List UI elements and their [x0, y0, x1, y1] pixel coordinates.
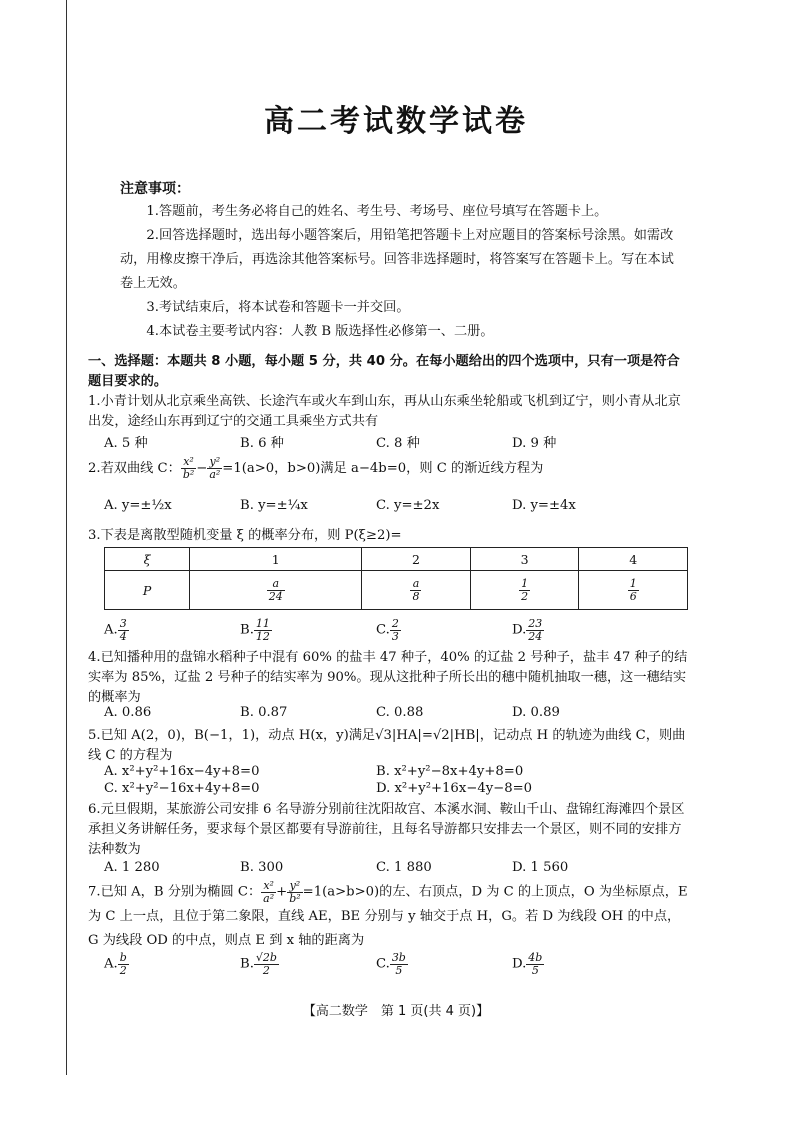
table-cell: 2: [362, 548, 471, 571]
page-footer: 【高二数学 第 1 页(共 4 页)】: [302, 1004, 490, 1019]
q3-option-b: B. $\frac{11}{12}$: [240, 617, 270, 643]
q4-option-a: A. 0.86: [104, 705, 152, 720]
q6-option-d: D. 1 560: [512, 860, 569, 875]
table-cell: $\frac{1}{2}$: [470, 571, 579, 610]
q4-option-d: D. 0.89: [512, 705, 560, 720]
q7-fraction-y: $\frac{\text{y²}}{\text{b²}}$: [289, 879, 301, 905]
q7-fraction-x: $\frac{\text{x²}}{\text{a²}}$: [263, 879, 275, 905]
table-header-row: [105, 548, 688, 571]
q2-stem-suffix: =1(a>0，b>0)满足 a−4b=0，则 C 的渐近线方程为: [222, 461, 544, 476]
probability-table: [104, 547, 688, 610]
question-7-stem: 7.已知 A，B 分别为椭圆 C： $\frac{\text{x²}}{\text{a²}}$ + $\frac{\text{y²}}{\text{b²}}$ =1(a>b>0)的左、右顶点，D 为 C 的上顶点，O 为坐标原点，E 为 C 上一点，且位于第二象限，直线 AE，BE 分别与 y 轴交于点 H，G。若 D 为线段 OH 的中点，G 为线段 OD 的中点，则点 E 到 x 轴的距离为: [88, 879, 688, 948]
table-cell: 3: [470, 548, 579, 571]
q2-fraction-x: $\frac{\text{x²}}{\text{b²}}$: [182, 455, 195, 481]
q2-option-a: A. y=±½x: [104, 498, 172, 513]
q3-option-c: C. $\frac{2}{3}$: [376, 617, 399, 643]
section-heading: 一、选择题：本题共 8 小题，每小题 5 分，共 40 分。在每小题给出的四个选项中，只有一项是符合题目要求的。: [88, 354, 680, 389]
question-6-stem: 6.元旦假期，某旅游公司安排 6 名导游分别前往沈阳故宫、本溪水洞、鞍山千山、盘锦红海滩四个景区承担义务讲解任务，要求每个景区都要有导游前往，且每名导游都只安排去一个景区，则不同的安排方法种数为: [88, 802, 685, 857]
table-cell: ξ: [105, 548, 190, 571]
q7-option-b: B. $\frac{√2b}{2}$: [240, 951, 277, 977]
q5-option-b: B. x²+y²−8x+4y+8=0: [376, 764, 524, 779]
q4-option-c: C. 0.88: [376, 705, 424, 720]
q2-fraction-y: $\frac{\text{y²}}{\text{a²}}$: [209, 455, 221, 481]
q5-option-a: A. x²+y²+16x−4y+8=0: [104, 764, 260, 779]
table-cell: $\frac{a}{8}$: [362, 571, 471, 610]
q2-option-d: D. y=±4x: [512, 498, 576, 513]
table-cell: $\frac{a}{24}$: [190, 571, 362, 610]
table-cell: $\frac{1}{6}$: [579, 571, 688, 610]
q3-option-d: D. $\frac{23}{24}$: [512, 617, 543, 643]
q3-option-a: A. $\frac{3}{4}$: [104, 617, 127, 643]
q7-stem-suffix: =1(a>b>0)的左、右顶点，D 为 C 的上顶点，O 为坐标原点，E 为 C 上一点，且位于第二象限，直线 AE，BE 分别与 y 轴交于点 H，G。若 D 为线段 OH 的中点，G 为线段 OD 的中点，则点 E 到 x 轴的距离为: [88, 884, 688, 948]
table-cell: 4: [579, 548, 688, 571]
page-title: 高二考试数学试卷: [264, 104, 528, 139]
q1-option-c: C. 8 种: [376, 436, 420, 451]
question-3-stem: 3.下表是离散型随机变量 ξ 的概率分布，则 P(ξ≥2)=: [88, 528, 402, 543]
q4-option-b: B. 0.87: [240, 705, 288, 720]
question-5-stem: 5.已知 A(2，0)，B(−1，1)，动点 H(x，y)满足√3|HA|=√2|HB|，记动点 H 的轨迹为曲线 C，则曲线 C 的方程为: [88, 728, 686, 763]
notice-heading: 注意事项：: [120, 181, 190, 197]
q1-option-a: A. 5 种: [104, 436, 148, 451]
q5-option-c: C. x²+y²−16x+4y+8=0: [104, 781, 260, 796]
notice-item-1: 1.答题前，考生务必将自己的姓名、考生号、考场号、座位号填写在答题卡上。: [146, 204, 608, 219]
q1-option-b: B. 6 种: [240, 436, 284, 451]
q2-option-c: C. y=±2x: [376, 498, 440, 513]
q1-option-d: D. 9 种: [512, 436, 557, 451]
q7-option-c: C. $\frac{3b}{5}$: [376, 951, 406, 977]
binding-margin-line: [66, 0, 67, 1075]
q5-option-d: D. x²+y²+16x−4y−8=0: [376, 781, 533, 796]
q6-option-c: C. 1 880: [376, 860, 432, 875]
notice-item-2: 2.回答选择题时，选出每小题答案后，用铅笔把答题卡上对应题目的答案标号涂黑。如需改动，用橡皮擦干净后，再选涂其他答案标号。回答非选择题时，将答案写在答题卡上。写在本试卷上无效。: [120, 228, 674, 291]
notice-item-3: 3.考试结束后，将本试卷和答题卡一并交回。: [146, 300, 410, 315]
table-row: [105, 571, 688, 610]
q2-stem-prefix: 2.若双曲线 C：: [88, 461, 181, 476]
question-4-stem: 4.已知播种用的盘锦水稻种子中混有 60% 的盐丰 47 种子，40% 的辽盐 2 号种子，盐丰 47 种子的结实率为 85%，辽盐 2 号种子的结实率为 90%。现从这批种子所长出的穗中随机抽取一穗，这一穗结实的概率为: [88, 650, 688, 705]
q7-stem-prefix: 7.已知 A，B 分别为椭圆 C：: [88, 884, 262, 900]
q7-option-d: D. $\frac{4b}{5}$: [512, 951, 543, 977]
question-1-stem: 1.小青计划从北京乘坐高铁、长途汽车或火车到山东，再从山东乘坐轮船或飞机到辽宁，则小青从北京出发，途经山东再到辽宁的交通工具乘坐方式共有: [88, 394, 681, 429]
notice-item-4: 4.本试卷主要考试内容：人教 B 版选择性必修第一、二册。: [146, 324, 494, 339]
table-cell: 1: [190, 548, 362, 571]
q2-option-b: B. y=±¼x: [240, 498, 308, 513]
table-cell: P: [105, 571, 190, 610]
q6-option-b: B. 300: [240, 860, 284, 875]
q7-option-a: A. $\frac{b}{2}$: [104, 951, 127, 977]
q6-option-a: A. 1 280: [104, 860, 160, 875]
question-2-stem: 2.若双曲线 C： $\frac{\text{x²}}{\text{b²}}$ − $\frac{\text{y²}}{\text{a²}}$ =1(a>0，b>0)满足 a−4b=0，则 C 的渐近线方程为: [88, 455, 544, 481]
